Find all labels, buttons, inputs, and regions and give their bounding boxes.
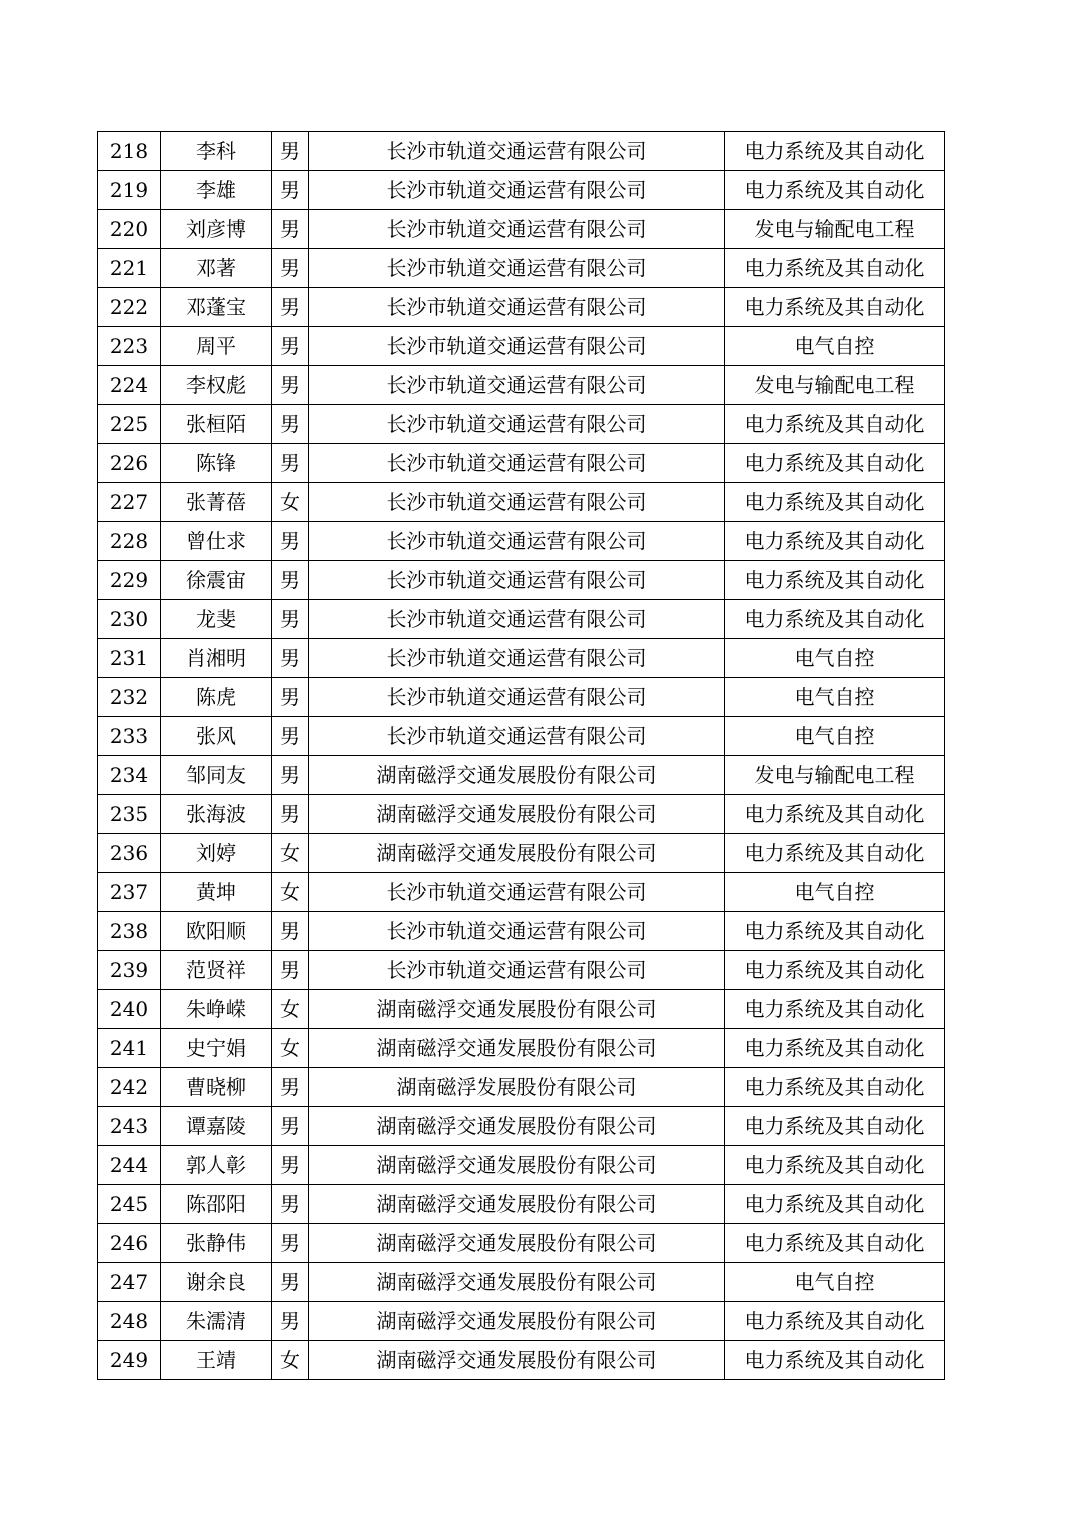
- table-row: [98, 132, 945, 171]
- major-cell: 发电与输配电工程: [725, 366, 945, 405]
- person-name-cell: 谭嘉陵: [161, 1107, 272, 1146]
- table-row: [98, 1029, 945, 1068]
- person-name-cell: 陈锋: [161, 444, 272, 483]
- major-cell: 电力系统及其自动化: [725, 1146, 945, 1185]
- person-name-cell: 曹晓柳: [161, 1068, 272, 1107]
- row-number-cell: 243: [98, 1107, 161, 1146]
- table-row: [98, 873, 945, 912]
- table-row: [98, 678, 945, 717]
- table-row: [98, 249, 945, 288]
- organization-cell: 长沙市轨道交通运营有限公司: [309, 873, 725, 912]
- gender-cell: 男: [272, 912, 309, 951]
- row-number-cell: 231: [98, 639, 161, 678]
- row-number-cell: 223: [98, 327, 161, 366]
- organization-cell: 湖南磁浮交通发展股份有限公司: [309, 1146, 725, 1185]
- table-row: [98, 1107, 945, 1146]
- row-number-cell: 229: [98, 561, 161, 600]
- person-name-cell: 龙斐: [161, 600, 272, 639]
- organization-cell: 长沙市轨道交通运营有限公司: [309, 327, 725, 366]
- person-name-cell: 欧阳顺: [161, 912, 272, 951]
- person-name-cell: 刘婷: [161, 834, 272, 873]
- row-number-cell: 225: [98, 405, 161, 444]
- row-number-cell: 249: [98, 1341, 161, 1380]
- person-name-cell: 李权彪: [161, 366, 272, 405]
- major-cell: 电力系统及其自动化: [725, 1029, 945, 1068]
- person-name-cell: 朱濡清: [161, 1302, 272, 1341]
- row-number-cell: 241: [98, 1029, 161, 1068]
- table-row: [98, 366, 945, 405]
- organization-cell: 长沙市轨道交通运营有限公司: [309, 210, 725, 249]
- gender-cell: 女: [272, 1341, 309, 1380]
- gender-cell: 男: [272, 132, 309, 171]
- major-cell: 电力系统及其自动化: [725, 951, 945, 990]
- organization-cell: 长沙市轨道交通运营有限公司: [309, 678, 725, 717]
- table-row: [98, 171, 945, 210]
- organization-cell: 湖南磁浮交通发展股份有限公司: [309, 756, 725, 795]
- gender-cell: 男: [272, 639, 309, 678]
- organization-cell: 长沙市轨道交通运营有限公司: [309, 249, 725, 288]
- gender-cell: 女: [272, 483, 309, 522]
- table-row: [98, 1146, 945, 1185]
- gender-cell: 男: [272, 1224, 309, 1263]
- organization-cell: 湖南磁浮交通发展股份有限公司: [309, 1029, 725, 1068]
- gender-cell: 男: [272, 756, 309, 795]
- person-name-cell: 范贤祥: [161, 951, 272, 990]
- major-cell: 电力系统及其自动化: [725, 171, 945, 210]
- gender-cell: 男: [272, 1068, 309, 1107]
- person-name-cell: 邹同友: [161, 756, 272, 795]
- row-number-cell: 246: [98, 1224, 161, 1263]
- organization-cell: 长沙市轨道交通运营有限公司: [309, 951, 725, 990]
- row-number-cell: 232: [98, 678, 161, 717]
- table-row: [98, 561, 945, 600]
- major-cell: 电力系统及其自动化: [725, 1224, 945, 1263]
- table-row: [98, 756, 945, 795]
- person-name-cell: 张风: [161, 717, 272, 756]
- person-name-cell: 曾仕求: [161, 522, 272, 561]
- organization-cell: 长沙市轨道交通运营有限公司: [309, 444, 725, 483]
- gender-cell: 男: [272, 678, 309, 717]
- row-number-cell: 224: [98, 366, 161, 405]
- table-row: [98, 834, 945, 873]
- person-name-cell: 李科: [161, 132, 272, 171]
- gender-cell: 男: [272, 600, 309, 639]
- organization-cell: 湖南磁浮交通发展股份有限公司: [309, 990, 725, 1029]
- major-cell: 电气自控: [725, 678, 945, 717]
- gender-cell: 男: [272, 1146, 309, 1185]
- person-name-cell: 徐震宙: [161, 561, 272, 600]
- table-row: [98, 951, 945, 990]
- person-name-cell: 邓著: [161, 249, 272, 288]
- organization-cell: 湖南磁浮交通发展股份有限公司: [309, 1263, 725, 1302]
- row-number-cell: 233: [98, 717, 161, 756]
- person-name-cell: 郭人彰: [161, 1146, 272, 1185]
- organization-cell: 长沙市轨道交通运营有限公司: [309, 366, 725, 405]
- row-number-cell: 234: [98, 756, 161, 795]
- organization-cell: 湖南磁浮发展股份有限公司: [309, 1068, 725, 1107]
- gender-cell: 男: [272, 717, 309, 756]
- table-row: [98, 600, 945, 639]
- row-number-cell: 238: [98, 912, 161, 951]
- table-row: [98, 795, 945, 834]
- gender-cell: 男: [272, 522, 309, 561]
- gender-cell: 男: [272, 210, 309, 249]
- person-name-cell: 陈虎: [161, 678, 272, 717]
- gender-cell: 男: [272, 444, 309, 483]
- gender-cell: 男: [272, 561, 309, 600]
- organization-cell: 长沙市轨道交通运营有限公司: [309, 405, 725, 444]
- major-cell: 电气自控: [725, 327, 945, 366]
- major-cell: 电力系统及其自动化: [725, 912, 945, 951]
- organization-cell: 湖南磁浮交通发展股份有限公司: [309, 1107, 725, 1146]
- organization-cell: 湖南磁浮交通发展股份有限公司: [309, 834, 725, 873]
- row-number-cell: 219: [98, 171, 161, 210]
- major-cell: 电力系统及其自动化: [725, 795, 945, 834]
- table-row: [98, 1263, 945, 1302]
- person-name-cell: 张桓陌: [161, 405, 272, 444]
- person-name-cell: 谢余良: [161, 1263, 272, 1302]
- major-cell: 电力系统及其自动化: [725, 600, 945, 639]
- major-cell: 电气自控: [725, 873, 945, 912]
- table-row: [98, 990, 945, 1029]
- row-number-cell: 220: [98, 210, 161, 249]
- organization-cell: 长沙市轨道交通运营有限公司: [309, 483, 725, 522]
- table-row: [98, 1185, 945, 1224]
- organization-cell: 湖南磁浮交通发展股份有限公司: [309, 1224, 725, 1263]
- table-row: [98, 717, 945, 756]
- organization-cell: 湖南磁浮交通发展股份有限公司: [309, 1302, 725, 1341]
- person-name-cell: 朱峥嵘: [161, 990, 272, 1029]
- major-cell: 电气自控: [725, 1263, 945, 1302]
- major-cell: 电力系统及其自动化: [725, 1302, 945, 1341]
- table-row: [98, 1068, 945, 1107]
- major-cell: 电力系统及其自动化: [725, 1341, 945, 1380]
- major-cell: 电力系统及其自动化: [725, 249, 945, 288]
- major-cell: 电力系统及其自动化: [725, 483, 945, 522]
- table-row: [98, 210, 945, 249]
- organization-cell: 长沙市轨道交通运营有限公司: [309, 561, 725, 600]
- person-name-cell: 张静伟: [161, 1224, 272, 1263]
- major-cell: 电力系统及其自动化: [725, 522, 945, 561]
- major-cell: 电力系统及其自动化: [725, 561, 945, 600]
- roster-table: [97, 131, 945, 1380]
- row-number-cell: 248: [98, 1302, 161, 1341]
- gender-cell: 男: [272, 1107, 309, 1146]
- major-cell: 发电与输配电工程: [725, 210, 945, 249]
- table-row: [98, 912, 945, 951]
- row-number-cell: 221: [98, 249, 161, 288]
- organization-cell: 长沙市轨道交通运营有限公司: [309, 522, 725, 561]
- organization-cell: 长沙市轨道交通运营有限公司: [309, 912, 725, 951]
- row-number-cell: 228: [98, 522, 161, 561]
- gender-cell: 男: [272, 249, 309, 288]
- row-number-cell: 242: [98, 1068, 161, 1107]
- row-number-cell: 235: [98, 795, 161, 834]
- organization-cell: 湖南磁浮交通发展股份有限公司: [309, 1185, 725, 1224]
- gender-cell: 男: [272, 795, 309, 834]
- table-row: [98, 1302, 945, 1341]
- person-name-cell: 史宁娟: [161, 1029, 272, 1068]
- table-row: [98, 522, 945, 561]
- person-name-cell: 陈邵阳: [161, 1185, 272, 1224]
- gender-cell: 女: [272, 1029, 309, 1068]
- row-number-cell: 222: [98, 288, 161, 327]
- organization-cell: 湖南磁浮交通发展股份有限公司: [309, 1341, 725, 1380]
- row-number-cell: 236: [98, 834, 161, 873]
- table-row: [98, 288, 945, 327]
- table-row: [98, 639, 945, 678]
- table-row: [98, 1341, 945, 1380]
- row-number-cell: 245: [98, 1185, 161, 1224]
- person-name-cell: 张海波: [161, 795, 272, 834]
- row-number-cell: 240: [98, 990, 161, 1029]
- major-cell: 电力系统及其自动化: [725, 405, 945, 444]
- row-number-cell: 247: [98, 1263, 161, 1302]
- major-cell: 电力系统及其自动化: [725, 288, 945, 327]
- gender-cell: 女: [272, 834, 309, 873]
- major-cell: 电力系统及其自动化: [725, 1107, 945, 1146]
- organization-cell: 湖南磁浮交通发展股份有限公司: [309, 795, 725, 834]
- major-cell: 电力系统及其自动化: [725, 132, 945, 171]
- major-cell: 电力系统及其自动化: [725, 834, 945, 873]
- gender-cell: 男: [272, 288, 309, 327]
- row-number-cell: 218: [98, 132, 161, 171]
- row-number-cell: 244: [98, 1146, 161, 1185]
- gender-cell: 男: [272, 171, 309, 210]
- table-row: [98, 444, 945, 483]
- row-number-cell: 230: [98, 600, 161, 639]
- roster-table-body: [98, 132, 945, 1380]
- person-name-cell: 张菁蓓: [161, 483, 272, 522]
- person-name-cell: 李雄: [161, 171, 272, 210]
- organization-cell: 长沙市轨道交通运营有限公司: [309, 171, 725, 210]
- person-name-cell: 周平: [161, 327, 272, 366]
- major-cell: 电力系统及其自动化: [725, 990, 945, 1029]
- table-row: [98, 483, 945, 522]
- row-number-cell: 226: [98, 444, 161, 483]
- table-row: [98, 1224, 945, 1263]
- row-number-cell: 227: [98, 483, 161, 522]
- gender-cell: 男: [272, 951, 309, 990]
- person-name-cell: 邓蓬宝: [161, 288, 272, 327]
- organization-cell: 长沙市轨道交通运营有限公司: [309, 717, 725, 756]
- gender-cell: 女: [272, 873, 309, 912]
- organization-cell: 长沙市轨道交通运营有限公司: [309, 639, 725, 678]
- gender-cell: 女: [272, 990, 309, 1029]
- table-row: [98, 327, 945, 366]
- gender-cell: 男: [272, 405, 309, 444]
- gender-cell: 男: [272, 1263, 309, 1302]
- organization-cell: 长沙市轨道交通运营有限公司: [309, 288, 725, 327]
- person-name-cell: 黄坤: [161, 873, 272, 912]
- major-cell: 电力系统及其自动化: [725, 1185, 945, 1224]
- person-name-cell: 肖湘明: [161, 639, 272, 678]
- person-name-cell: 刘彦博: [161, 210, 272, 249]
- gender-cell: 男: [272, 1185, 309, 1224]
- row-number-cell: 237: [98, 873, 161, 912]
- major-cell: 电气自控: [725, 717, 945, 756]
- major-cell: 电力系统及其自动化: [725, 444, 945, 483]
- gender-cell: 男: [272, 1302, 309, 1341]
- organization-cell: 长沙市轨道交通运营有限公司: [309, 600, 725, 639]
- gender-cell: 男: [272, 327, 309, 366]
- major-cell: 电气自控: [725, 639, 945, 678]
- table-row: [98, 405, 945, 444]
- organization-cell: 长沙市轨道交通运营有限公司: [309, 132, 725, 171]
- gender-cell: 男: [272, 366, 309, 405]
- row-number-cell: 239: [98, 951, 161, 990]
- person-name-cell: 王靖: [161, 1341, 272, 1380]
- major-cell: 发电与输配电工程: [725, 756, 945, 795]
- major-cell: 电力系统及其自动化: [725, 1068, 945, 1107]
